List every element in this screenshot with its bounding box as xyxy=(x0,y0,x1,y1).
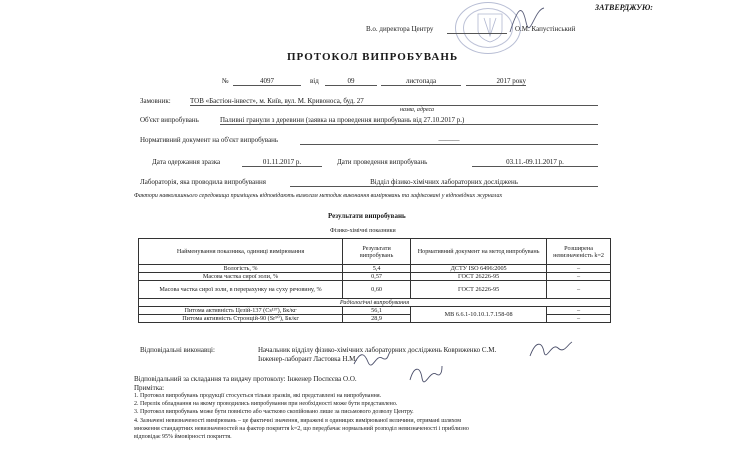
row-uncertainty: – xyxy=(547,315,611,323)
approve-name: О.М. Капустінський xyxy=(515,25,576,33)
table-row xyxy=(139,281,611,299)
row-name: Питома активність Стронцій-90 (Sr⁹⁰), Бк/кг xyxy=(139,315,343,323)
protocol-no-label: № xyxy=(222,77,229,85)
protocol-day: 09 xyxy=(325,77,377,86)
row-uncertainty: – xyxy=(547,281,611,299)
protocol-from: від xyxy=(310,77,319,85)
results-subheading: Фізико-хімічні показники xyxy=(330,228,396,234)
page-title: ПРОТОКОЛ ВИПРОБУВАНЬ xyxy=(287,51,459,63)
note-item: 2. Перелік обладнання на якому проводились випробування при необхідності може бути представлено. xyxy=(134,401,398,407)
object-label: Об'єкт випробувань xyxy=(140,116,199,124)
row-name: Масова частка сирої золи, в перерахунку на суху речовину, % xyxy=(139,281,343,299)
table-row xyxy=(139,273,611,281)
responsible-signature xyxy=(408,364,444,386)
approve-title: ЗАТВЕРДЖУЮ: xyxy=(595,3,653,12)
customer-hint: назва, адреса xyxy=(400,107,435,113)
table-row xyxy=(139,307,611,315)
row-result: 0,60 xyxy=(343,281,411,299)
protocol-year: 2017 року xyxy=(466,77,526,86)
table-section-row xyxy=(139,299,611,307)
responsible-line: Відповідальний за складання та видачу протоколу: Інженер Поспєєва О.О. xyxy=(134,375,357,383)
approve-signature-line xyxy=(447,25,507,34)
row-method: ГОСТ 26226-95 xyxy=(411,281,547,299)
row-uncertainty: – xyxy=(547,265,611,273)
executor-signature-2 xyxy=(352,350,392,368)
executor-signature-1 xyxy=(528,338,574,360)
row-uncertainty: – xyxy=(547,273,611,281)
row-name: Питома активність Цезій-137 (Cs¹³⁷), Бк/кг xyxy=(139,307,343,315)
table-row xyxy=(139,265,611,273)
normative-value: ——— xyxy=(300,136,598,145)
executor-line-2: Інженер-лаборант Ластовка Н.М. xyxy=(258,355,358,363)
row-name: Масова частка сирої золи, % xyxy=(139,273,343,281)
note-item: множення стандартних невизначеностей на фактор покриття k=2, що передбачає нормальний розподіл невизначеності і приблизно xyxy=(134,426,469,432)
row-result: 56,1 xyxy=(343,307,411,315)
test-dates: 03.11.-09.11.2017 р. xyxy=(472,158,598,167)
normative-label: Нормативний документ на об'єкт випробувань xyxy=(140,136,279,144)
row-method: ДСТУ ISO 6496:2005 xyxy=(411,265,547,273)
col-uncertainty-header: Розширена невизначеність k=2 xyxy=(547,239,611,265)
row-name: Вологість, % xyxy=(139,265,343,273)
note-item: 4. Зазначені невизначеності вимірювань – це фактичні значення, виражені в одиницях вимірюваної величини, отримані шляхом xyxy=(134,418,462,424)
col-method-header: Нормативний документ на метод випробувань xyxy=(411,239,547,265)
col-name-header: Найменування показника, одиниці вимірювання xyxy=(139,239,343,265)
results-heading: Результати випробувань xyxy=(328,212,406,220)
lab-label: Лабораторія, яка проводила випробування xyxy=(140,178,266,186)
row-result: 0,57 xyxy=(343,273,411,281)
row-method: ГОСТ 26226-95 xyxy=(411,273,547,281)
received-date: 01.11.2017 р. xyxy=(242,158,322,167)
test-dates-label: Дати проведення випробувань xyxy=(337,158,428,166)
table-header-row xyxy=(139,239,611,265)
protocol-month: листопада xyxy=(381,77,461,86)
radio-heading: Радіологічні випробування xyxy=(139,299,611,307)
note-item: 3. Протокол випробувань може бути повністю або частково скопійовано лише за письмового дозволу Центру. xyxy=(134,409,414,415)
note-item: 1. Протокол випробувань продукції стосується тільки зразків, які представлені на випробування. xyxy=(134,393,382,399)
col-result-header: Результати випробувань xyxy=(343,239,411,265)
row-uncertainty: – xyxy=(547,307,611,315)
notes-title: Примітка: xyxy=(134,384,165,392)
row-result: 28,9 xyxy=(343,315,411,323)
approve-position: В.о. директора Центру xyxy=(366,25,434,33)
row-result: 5,4 xyxy=(343,265,411,273)
customer-value: ТОВ «Бастіон-інвест», м. Київ, вул. М. Кривоноса, буд. 27 xyxy=(190,97,598,106)
factors-note: Фактори навколишнього середовища приміщень відповідають вимогам методик виконання вимірювань та зафіксовані у відповідних журналах xyxy=(134,193,503,199)
results-table xyxy=(138,238,611,323)
row-method: МВ 6.6.1-10.10.1.7.158-08 xyxy=(411,307,547,323)
received-label: Дата одержання зразка xyxy=(152,158,221,166)
customer-label: Замовник: xyxy=(140,97,171,105)
object-value: Паливні гранули з деревини (заявка на проведення випробувань від 27.10.2017 р.) xyxy=(220,116,598,125)
executor-line-1: Начальник відділу фізико-хімічних лабораторних досліджень Ковриженко С.М. xyxy=(258,346,497,354)
lab-value: Відділ фізико-хімічних лабораторних досліджень xyxy=(290,178,598,187)
protocol-no: 4097 xyxy=(233,77,301,86)
note-item: відповідає 95% ймовірності покриття. xyxy=(134,434,232,440)
executors-label: Відповідальні виконавці: xyxy=(140,346,215,354)
